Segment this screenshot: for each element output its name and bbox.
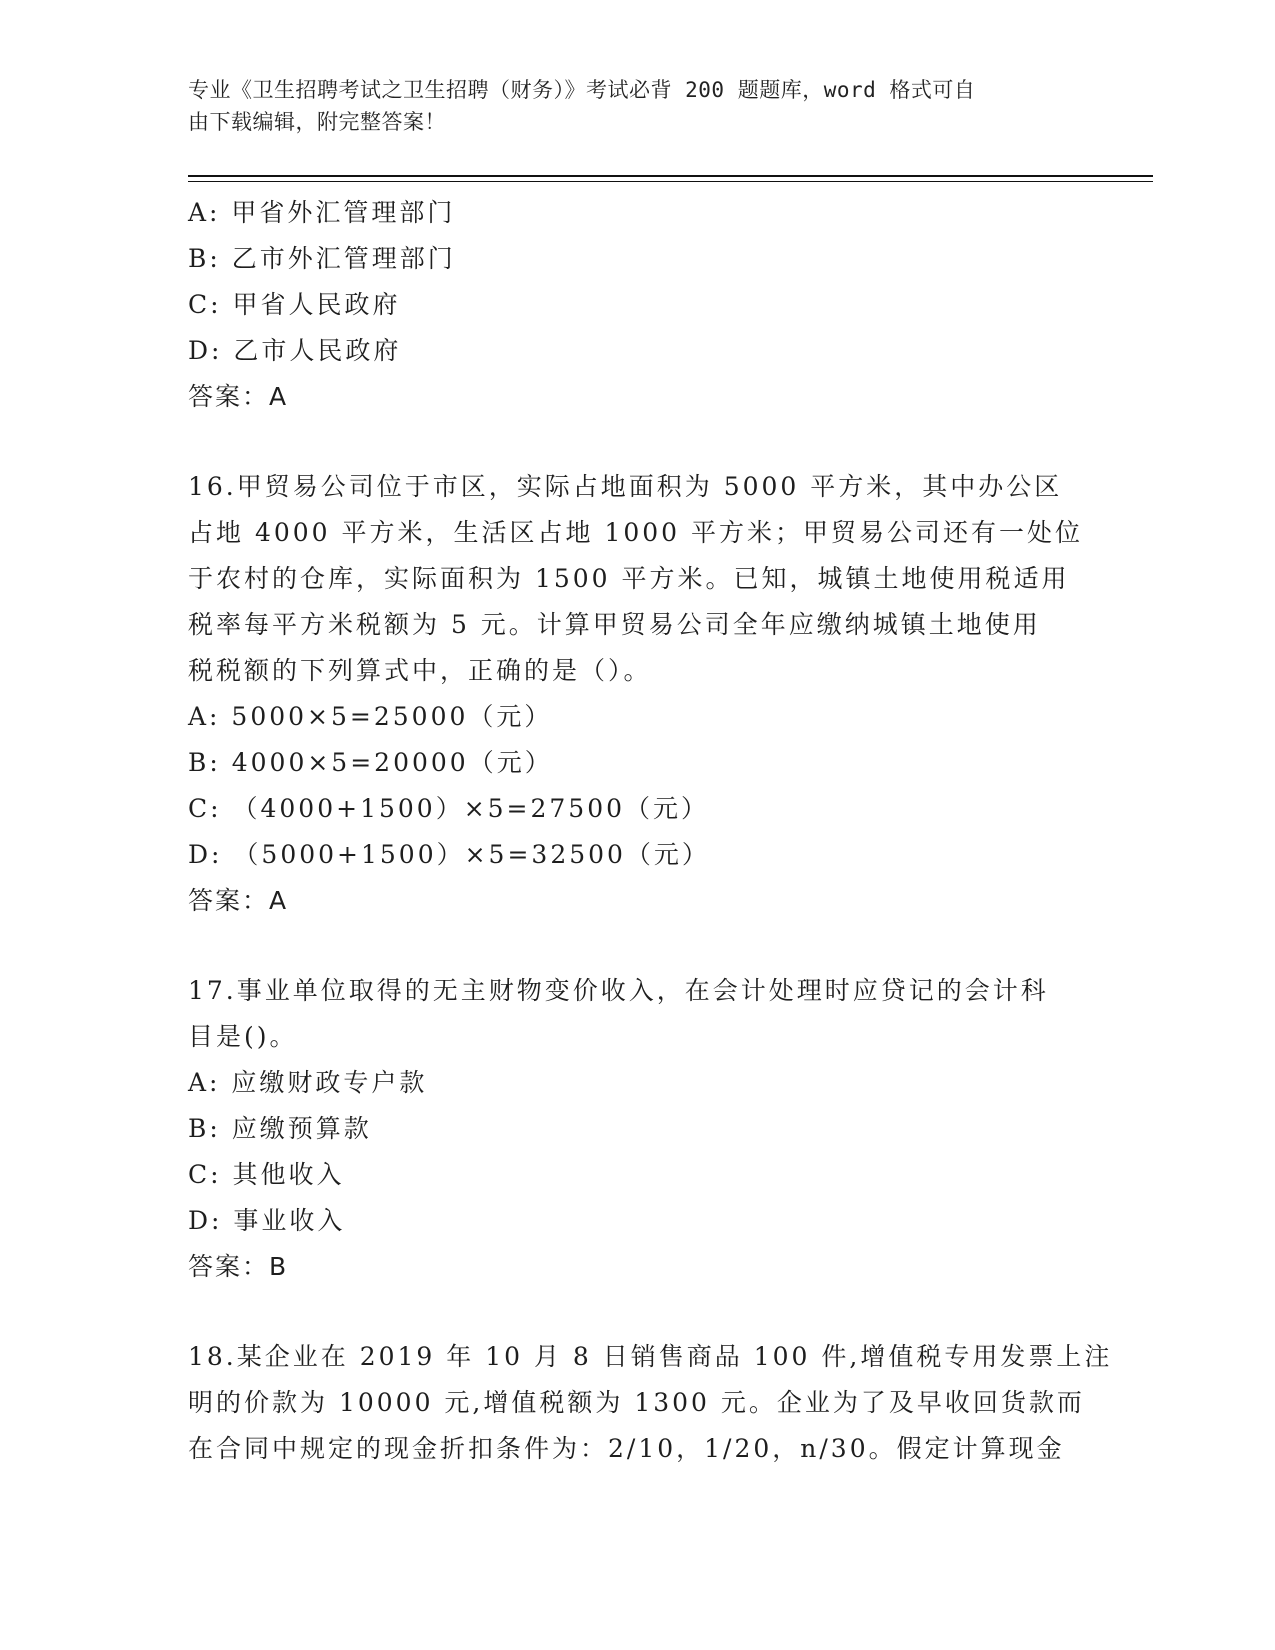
question-content (188, 190, 1113, 1472)
question-18 (188, 1334, 1113, 1472)
answer: 答案：A (188, 886, 289, 915)
question-stem-line: 占地 4000 平方米，生活区占地 1000 平方米；甲贸易公司还有一处位 (188, 518, 1084, 547)
option-c: C: （4000+1500）×5=27500（元） (188, 794, 710, 823)
question-stem-line: 17.事业单位取得的无主财物变价收入，在会计处理时应贷记的会计科 (188, 976, 1049, 1005)
question-stem-line: 税税额的下列算式中，正确的是（）。 (188, 656, 652, 685)
question-stem-line: 于农村的仓库，实际面积为 1500 平方米。已知，城镇土地使用税适用 (188, 564, 1070, 593)
question-stem-line: 18.某企业在 2019 年 10 月 8 日销售商品 100 件,增值税专用发票上注 (188, 1342, 1113, 1371)
spacer (188, 924, 1068, 968)
question-17 (188, 968, 1068, 1290)
header-line-2: 由下载编辑，附完整答案！ (188, 110, 446, 134)
option-d: D: 事业收入 (188, 1206, 346, 1235)
answer: 答案：B (188, 1252, 289, 1281)
option-b: B: 4000×5=20000（元） (188, 748, 553, 777)
header-divider-thick (188, 175, 1153, 177)
question-stem-line: 目是()。 (188, 1022, 298, 1051)
question-stem-line: 税率每平方米税额为 5 元。计算甲贸易公司全年应缴纳城镇土地使用 (188, 610, 1041, 639)
question-15 (188, 190, 1068, 420)
option-b: B: 乙市外汇管理部门 (188, 244, 456, 273)
header-divider-thin (188, 181, 1153, 182)
option-c: C: 其他收入 (188, 1160, 345, 1189)
option-c: C: 甲省人民政府 (188, 290, 401, 319)
option-b: B: 应缴预算款 (188, 1114, 372, 1143)
answer: 答案：A (188, 382, 289, 411)
question-stem-line: 16.甲贸易公司位于市区，实际占地面积为 5000 平方米，其中办公区 (188, 472, 1063, 501)
question-stem-line: 明的价款为 10000 元,增值税额为 1300 元。企业为了及早收回货款而 (188, 1388, 1085, 1417)
question-16 (188, 464, 1084, 924)
spacer (188, 1290, 1068, 1334)
header-line-1: 专业《卫生招聘考试之卫生招聘（财务）》考试必背 200 题题库，word 格式可自 (188, 78, 976, 102)
option-a: A: 应缴财政专户款 (188, 1068, 428, 1097)
option-a: A: 甲省外汇管理部门 (188, 198, 456, 227)
option-d: D: （5000+1500）×5=32500（元） (188, 840, 710, 869)
option-d: D: 乙市人民政府 (188, 336, 402, 365)
option-a: A: 5000×5=25000（元） (188, 702, 553, 731)
document-header (188, 74, 1068, 138)
question-stem-line: 在合同中规定的现金折扣条件为：2/10，1/20，n/30。假定计算现金 (188, 1434, 1065, 1463)
spacer (188, 420, 1068, 464)
